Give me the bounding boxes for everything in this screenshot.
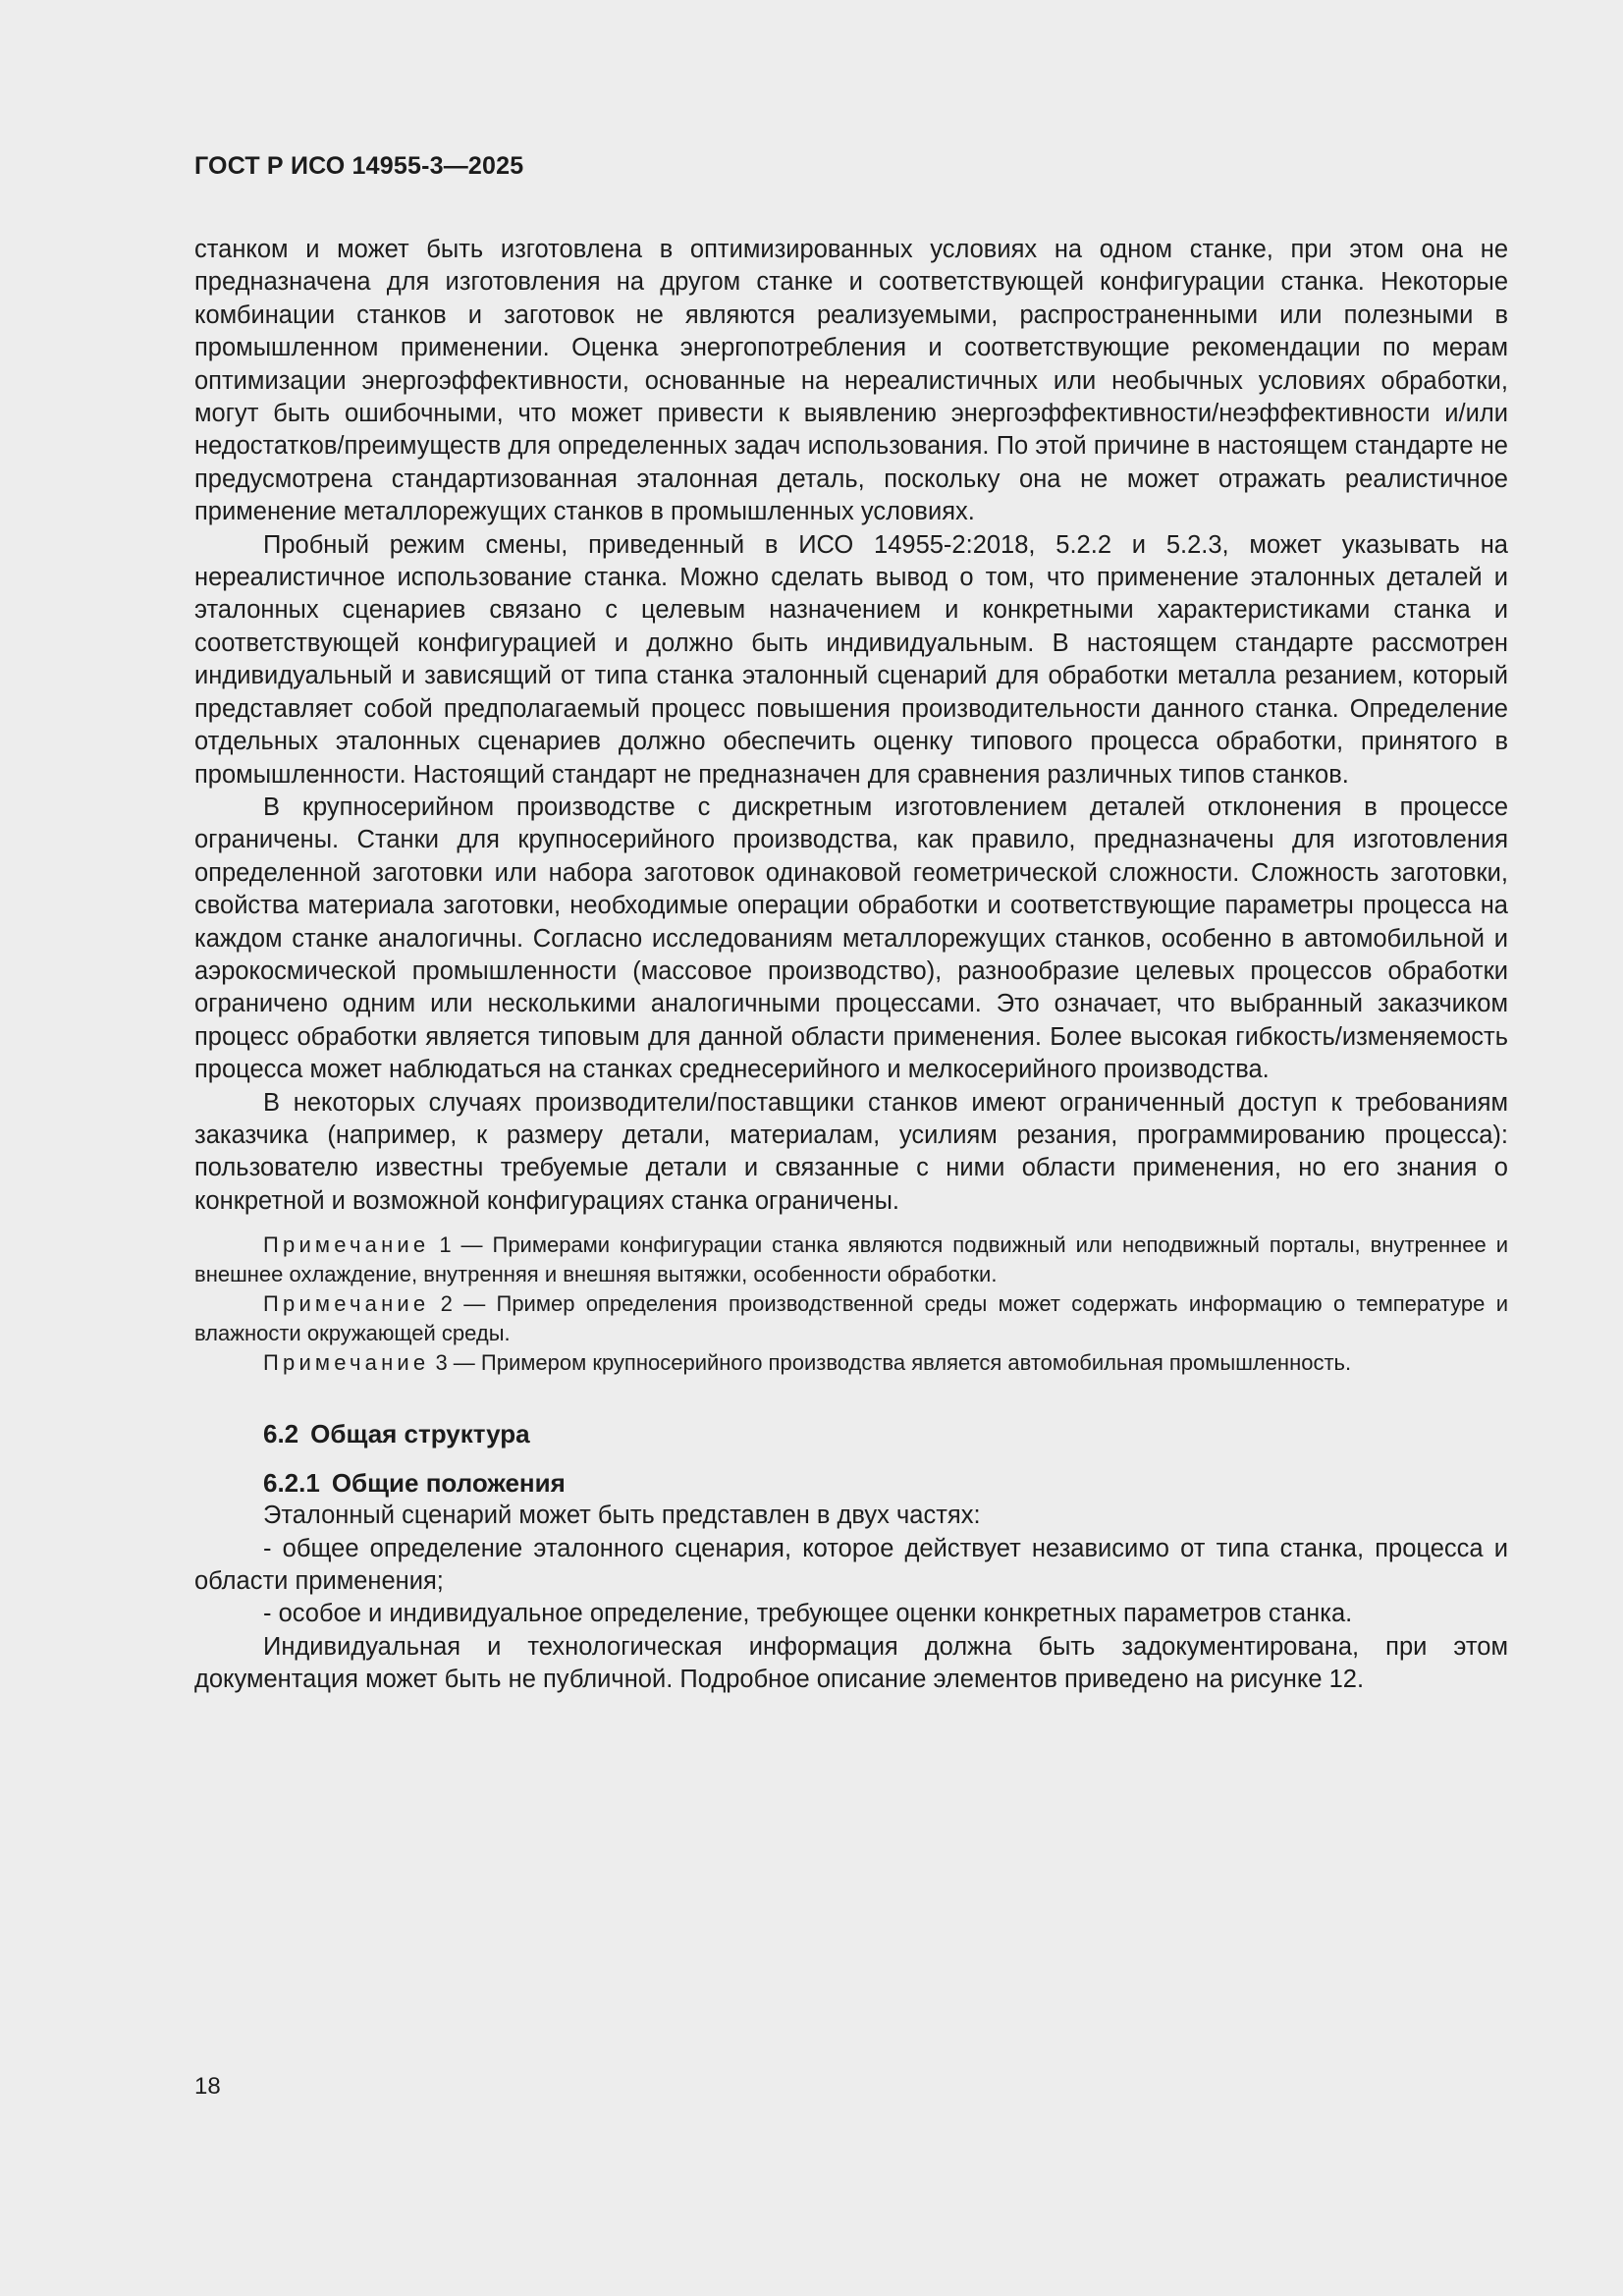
list-item: - общее определение эталонного сценария, которое действует независимо от типа станка, процесса и области применения; bbox=[194, 1534, 1508, 1595]
list-item: - особое и индивидуальное определение, требующее оценки конкретных параметров станка. bbox=[263, 1600, 1353, 1628]
page-number: 18 bbox=[194, 2073, 221, 2100]
subsection-title: Общие положения bbox=[331, 1468, 566, 1499]
body-paragraph-2: Пробный режим смены, приведенный в ИСО 14955-2:2018, 5.2.2 и 5.2.3, может указывать на нереалистичное использование станка. Можно сделать вывод о том, что применение эталонных деталей и эталонных сценариев связано с целевым назначением и конкретными характеристиками станка и соответствующей конфигурацией и должно быть индивидуальным. В настоящем стандарте рассмотрен индивидуальный и зависящий от типа станка эталонный сценарий для обработки металла резанием, который представляет собой предполагаемый процесс повышения производительности данного станка. Определение отдельных эталонных сценариев должно обеспечить оценку типового процесса обработки, принятого в промышленности. Настоящий стандарт не предназначен для сравнения различных типов станков. bbox=[194, 530, 1508, 789]
document-header: ГОСТ Р ИСО 14955-3—2025 bbox=[194, 152, 524, 180]
section-title: Общая структура bbox=[310, 1419, 530, 1449]
subsection-closing: Индивидуальная и технологическая информация должна быть задокументирована, при этом документация может быть не публичной. Подробное описание элементов приведено на рисунке 12. bbox=[194, 1632, 1508, 1694]
note-3 bbox=[194, 1348, 1508, 1378]
subsection-number: 6.2.1 bbox=[263, 1468, 320, 1499]
section-heading bbox=[194, 1418, 1508, 1450]
note-label: Примечание bbox=[263, 1232, 430, 1258]
note-text: 1 — Примерами конфигурации станка являются подвижный или неподвижный порталы, внутреннее и внешнее охлаждение, внутренняя и внешняя вытяжки, особенности обработки. bbox=[194, 1232, 1508, 1287]
note-1 bbox=[194, 1230, 1508, 1289]
note-label: Примечание bbox=[263, 1350, 430, 1376]
notes-block bbox=[194, 1230, 1508, 1378]
note-label: Примечание bbox=[263, 1291, 430, 1317]
subsection-heading bbox=[194, 1467, 1508, 1500]
subsection-intro: Эталонный сценарий может быть представлен в двух частях: bbox=[263, 1502, 981, 1530]
note-2 bbox=[194, 1289, 1508, 1348]
body-paragraph-4: В некоторых случаях производители/поставщики станков имеют ограниченный доступ к требованиям заказчика (например, к размеру детали, материалам, усилиям резания, программированию процесса): пользователю известны требуемые детали и связанные с ними области применения, но его знания о конкретной и возможной конфигурациях станка ограничены. bbox=[194, 1088, 1508, 1215]
body-paragraph-1: станком и может быть изготовлена в оптимизированных условиях на одном станке, при этом она не предназначена для изготовления на другом станке и соответствующей конфигурации станка. Некоторые комбинации станков и заготовок не являются реализуемыми, распространенными или полезными в промышленном применении. Оценка энергопотребления и соответствующие рекомендации по мерам оптимизации энергоэффективности, основанные на нереалистичных или необычных условиях обработки, могут быть ошибочными, что может привести к выявлению энергоэффективности/неэффективности и/или недостатков/преимуществ для определенных задач использования. По этой причине в настоящем стандарте не предусмотрена стандартизованная эталонная деталь, поскольку она не может отражать реалистичное применение металлорежущих станков в промышленных условиях. bbox=[194, 236, 1508, 526]
body-paragraph-3: В крупносерийном производстве с дискретным изготовлением деталей отклонения в процессе ограничены. Станки для крупносерийного производства, как правило, предназначены для изготовления определенной заготовки или набора заготовок одинаковой геометрической сложности. Сложность заготовки, свойства материала заготовки, необходимые операции обработки и соответствующие параметры процесса на каждом станке аналогичны. Согласно исследованиям металлорежущих станков, особенно в автомобильной и аэрокосмической промышленности (массовое производство), разнообразие целевых процессов обработки ограничено одним или несколькими аналогичными процессами. Это означает, что выбранный заказчиком процесс обработки является типовым для данной области применения. Более высокая гибкость/изменяемость процесса может наблюдаться на станках среднесерийного и мелкосерийного производства. bbox=[194, 793, 1508, 1084]
document-page bbox=[194, 147, 1508, 1697]
note-text: 3 — Примером крупносерийного производства является автомобильная промышленность. bbox=[429, 1350, 1352, 1376]
note-text: 2 — Пример определения производственной среды может содержать информацию о температуре и влажности окружающей среды. bbox=[194, 1291, 1508, 1346]
section-number: 6.2 bbox=[263, 1419, 299, 1449]
